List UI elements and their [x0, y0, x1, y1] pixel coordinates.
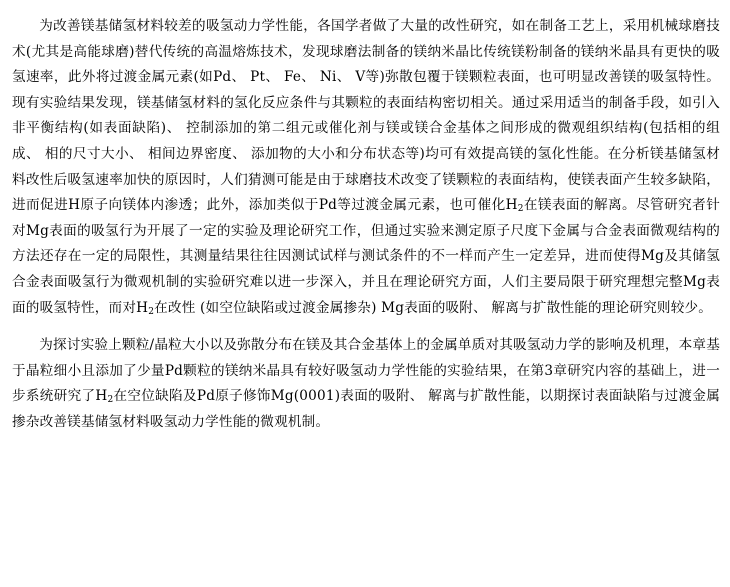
paragraph-2 — [12, 333, 720, 435]
h2-subscript: 2 — [107, 395, 114, 406]
h2-subscript: 2 — [148, 306, 155, 317]
paragraph-1-text-a: 为改善镁基储氢材料较差的吸氢动力学性能，各国学者做了大量的改性研究，如在制备工艺上，采用机械球磨技术(尤其是高能球磨)替代传统的高温熔炼技术，发现球磨法制备的镁纳米晶比传统镁粉制备的镁纳米晶具有更快的吸氢速率，此外将过渡金属元素(如Pd、 Pt、 Fe、 Ni、 V等)弥散包覆于镁颗粒表面，也可明显改善镁的吸氢特性。现有实验结果发现，镁基储氢材料的氢化反应条件与其颗粒的表面结构密切相关。通过采用适当的制备手段，如引入非平衡结构(如表面缺陷)、 控制添加的第二组元或催化剂与镁或镁合金基体之间形成的微观组织结构(包括相的组成、 相的尺寸大小、 相间边界密度、 添加物的大小和分布状态等)均可有效提高镁的氢化性能。在分析镁基储氢材料改性后吸氢速率加快的原因时，人们猜测可能是由于球磨技术改变了镁颗粒的表面结构，使镁表面产生较多缺陷，进而促进H原子向镁体内渗透；此外，添加类似于Pd等过渡金属元素，也可催化H — [12, 18, 720, 214]
paragraph-1-text-b: 在镁表面的解离。尽管研究者针对Mg表面的吸氢行为开展了一定的实验及理论研究工作，但通过实验来测定原子尺度下金属与合金表面微观结构的方法还存在一定的局限性，其测量结果往往因测试试样与测试条件的不一样而产生一定差异，进而使得Mg及其储氢合金表面吸氢行为微观机制的实验研究难以进一步深入，并且在理论研究方面，人们主要局限于研究理想完整Mg表面的吸氢特性，而对H — [12, 197, 720, 316]
paragraph-2-text-b: 在空位缺陷及Pd原子修饰Mg(0001)表面的吸附、 解离与扩散性能，以期探讨表面缺陷与过渡金属掺杂改善镁基储氢材料吸氢动力学性能的微观机制。 — [12, 388, 720, 430]
paragraph-1 — [12, 14, 720, 321]
document-body — [12, 14, 720, 436]
h2-subscript: 2 — [517, 204, 524, 215]
paragraph-2-text-a: 为探讨实验上颗粒/晶粒大小以及弥散分布在镁及其合金基体上的金属单质对其吸氢动力学的影响及机理，本章基于晶粒细小且添加了少量Pd颗粒的镁纳米晶具有较好吸氢动力学性能的实验结果，在第3章研究内容的基础上，进一步系统研究了H — [12, 337, 720, 405]
paragraph-1-text-c: 在改性 (如空位缺陷或过渡金属掺杂) Mg表面的吸附、 解离与扩散性能的理论研究则较少。 — [154, 299, 713, 316]
